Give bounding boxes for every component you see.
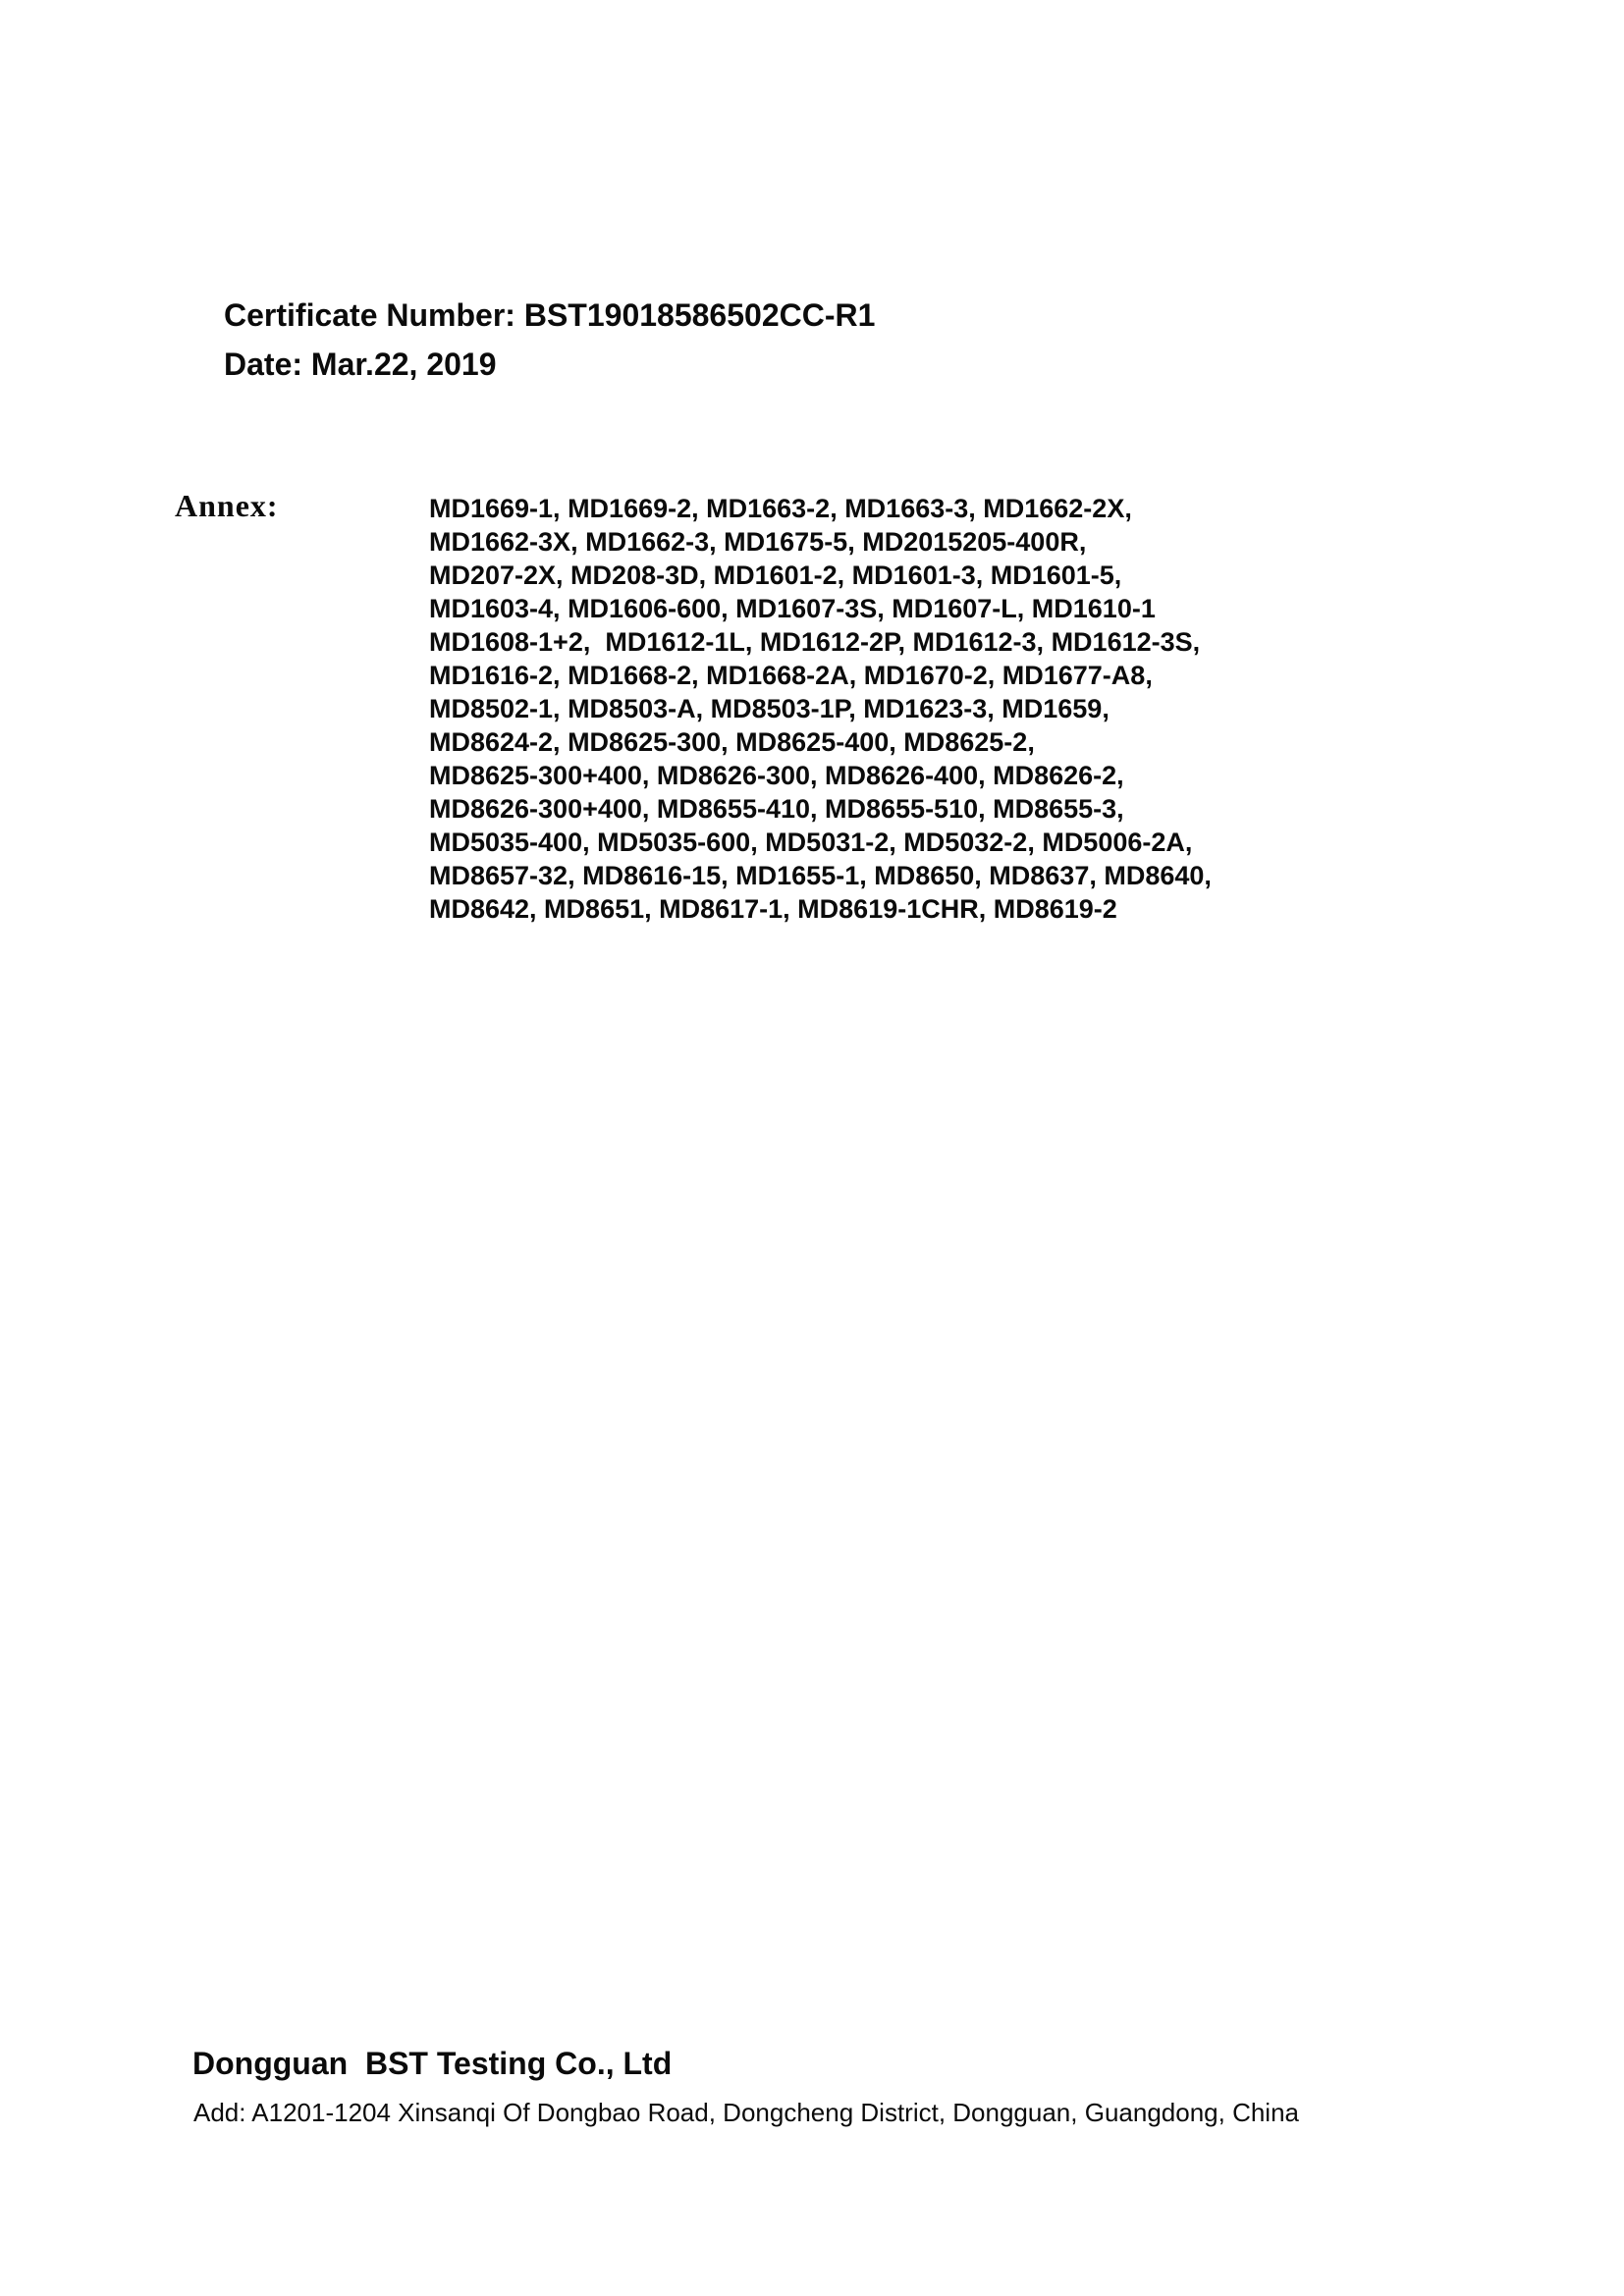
annex-line: MD1616-2, MD1668-2, MD1668-2A, MD1670-2, MD1677-A8, <box>429 661 1153 690</box>
annex-line: MD1608-1+2, MD1612-1L, MD1612-2P, MD1612-3, MD1612-3S, <box>429 627 1201 657</box>
annex-label: Annex: <box>175 488 279 523</box>
annex-line: MD8626-300+400, MD8655-410, MD8655-510, MD8655-3, <box>429 794 1124 824</box>
annex-line: MD8625-300+400, MD8626-300, MD8626-400, MD8626-2, <box>429 761 1124 790</box>
annex-line: MD8657-32, MD8616-15, MD1655-1, MD8650, MD8637, MD8640, <box>429 861 1212 890</box>
date-label: Date: <box>224 347 303 382</box>
annex-line: MD8642, MD8651, MD8617-1, MD8619-1CHR, MD8619-2 <box>429 894 1117 924</box>
annex-line: MD8624-2, MD8625-300, MD8625-400, MD8625-2, <box>429 727 1035 757</box>
label-value-space <box>302 347 311 382</box>
annex-line: MD1662-3X, MD1662-3, MD1675-5, MD2015205-400R, <box>429 527 1087 557</box>
date-line <box>224 347 497 383</box>
annex-line: MD1603-4, MD1606-600, MD1607-3S, MD1607-L, MD1610-1 <box>429 594 1156 623</box>
annex-model-list <box>429 492 1372 926</box>
certificate-number-label: Certificate Number: <box>224 297 515 333</box>
footer-company-address: Add: A1201-1204 Xinsanqi Of Dongbao Road, Dongcheng District, Dongguan, Guangdong, China <box>193 2098 1299 2127</box>
annex-line: MD5035-400, MD5035-600, MD5031-2, MD5032-2, MD5006-2A, <box>429 828 1193 857</box>
annex-line: MD8502-1, MD8503-A, MD8503-1P, MD1623-3, MD1659, <box>429 694 1110 723</box>
date-value: Mar.22, 2019 <box>310 347 497 382</box>
certificate-number-value: BST19018586502CC-R1 <box>523 297 876 333</box>
footer-company-name: Dongguan BST Testing Co., Ltd <box>192 2046 673 2081</box>
annex-line: MD207-2X, MD208-3D, MD1601-2, MD1601-3, MD1601-5, <box>429 561 1122 590</box>
certificate-number-line <box>224 297 875 334</box>
label-value-space <box>515 297 524 333</box>
annex-line: MD1669-1, MD1669-2, MD1663-2, MD1663-3, MD1662-2X, <box>429 494 1132 523</box>
